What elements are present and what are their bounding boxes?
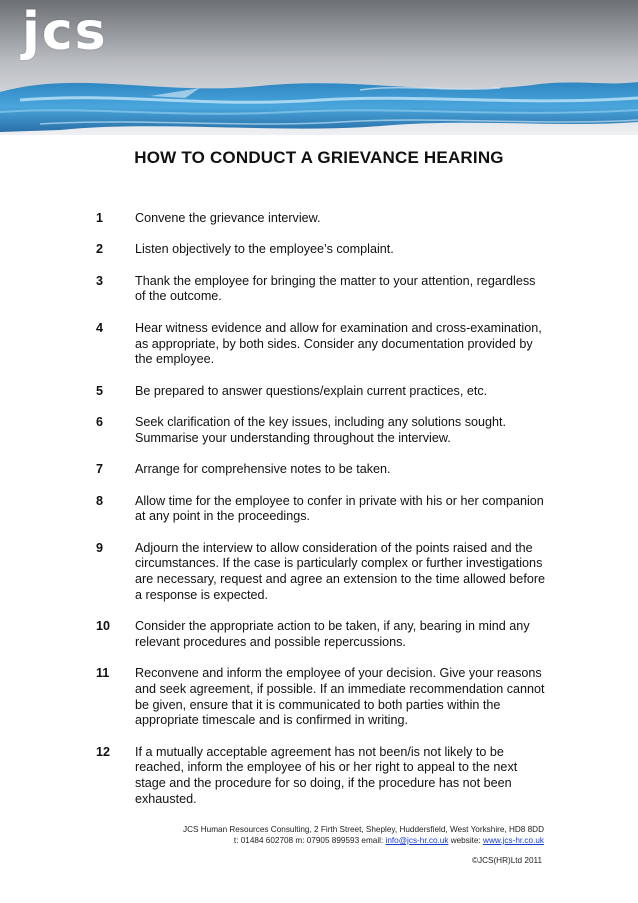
step-item — [96, 242, 548, 258]
step-text: Listen objectively to the employee’s complaint. — [135, 242, 394, 257]
step-number: 4 — [96, 320, 104, 335]
step-number: 10 — [96, 619, 111, 634]
jcs-logo: jcs — [22, 2, 108, 62]
step-text: Seek clarification of the key issues, including any solutions sought. Summarise your understanding throughout the interview. — [135, 415, 507, 445]
step-number: 3 — [96, 273, 104, 288]
website-link[interactable]: www.jcs-hr.co.uk — [483, 836, 544, 845]
step-item — [96, 666, 548, 729]
step-text: Allow time for the employee to confer in private with his or her companion at any point in the proceedings. — [135, 493, 544, 524]
step-text: Be prepared to answer questions/explain current practices, etc. — [135, 383, 488, 398]
step-item — [96, 619, 548, 650]
step-text: Consider the appropriate action to be taken, if any, bearing in mind any relevant procedures and possible repercussions. — [135, 619, 530, 649]
step-number: 8 — [96, 493, 104, 508]
step-number: 1 — [96, 211, 104, 225]
footer-contact — [150, 824, 544, 846]
step-item — [96, 415, 548, 446]
step-number: 2 — [96, 242, 104, 257]
step-item — [96, 321, 548, 368]
step-text: Hear witness evidence and allow for examination and cross-examination, as appropriate, by both sides. Consider any documentation provided by the employee. — [135, 320, 542, 367]
footer-contact-prefix: t: 01484 602708 m: 07905 899593 email: — [233, 836, 386, 845]
step-item — [96, 494, 548, 525]
step-text: If a mutually acceptable agreement has not been/is not likely to be reached, inform the employee of his or her right to appeal to the next stage and the procedure for so doing, if the procedure has not been exhausted. — [135, 744, 518, 806]
step-number: 12 — [96, 744, 111, 759]
step-text: Thank the employee for bringing the matter to your attention, regardless of the outcome. — [135, 273, 536, 304]
step-item — [96, 745, 548, 808]
page-title: HOW TO CONDUCT A GRIEVANCE HEARING — [134, 148, 504, 167]
step-number: 7 — [96, 462, 104, 477]
step-item — [96, 462, 548, 478]
steps-list — [96, 211, 548, 823]
step-text: Reconvene and inform the employee of your decision. Give your reasons and seek agreement, if possible. If an immediate recommendation cannot be given, ensure that it is communicated to both parties within the appropriate timescale and is confirmed in writing. — [135, 666, 545, 728]
step-number: 5 — [96, 383, 104, 398]
copyright-notice: ©JCS(HR)Ltd 2011 — [471, 856, 542, 865]
step-item — [96, 541, 548, 604]
step-text: Adjourn the interview to allow consideration of the points raised and the circumstances. If the case is particularly complex or further investigations are necessary, request and agree an extension to the time allowed before a response is expected. — [135, 540, 546, 602]
step-item — [96, 384, 548, 400]
step-number: 9 — [96, 540, 104, 555]
step-text: Convene the grievance interview. — [135, 211, 321, 225]
header-banner — [0, 0, 638, 135]
email-link[interactable]: info@jcs-hr.co.uk — [385, 836, 449, 845]
step-number: 6 — [96, 415, 104, 430]
step-number: 11 — [96, 666, 110, 681]
footer-address: JCS Human Resources Consulting, 2 Firth Street, Shepley, Huddersfield, West Yorkshire, HD8 8DD — [182, 825, 544, 834]
step-item — [96, 274, 548, 305]
footer-website-prefix: website: — [448, 836, 484, 845]
step-text: Arrange for comprehensive notes to be taken. — [135, 462, 391, 477]
step-item — [96, 211, 548, 227]
